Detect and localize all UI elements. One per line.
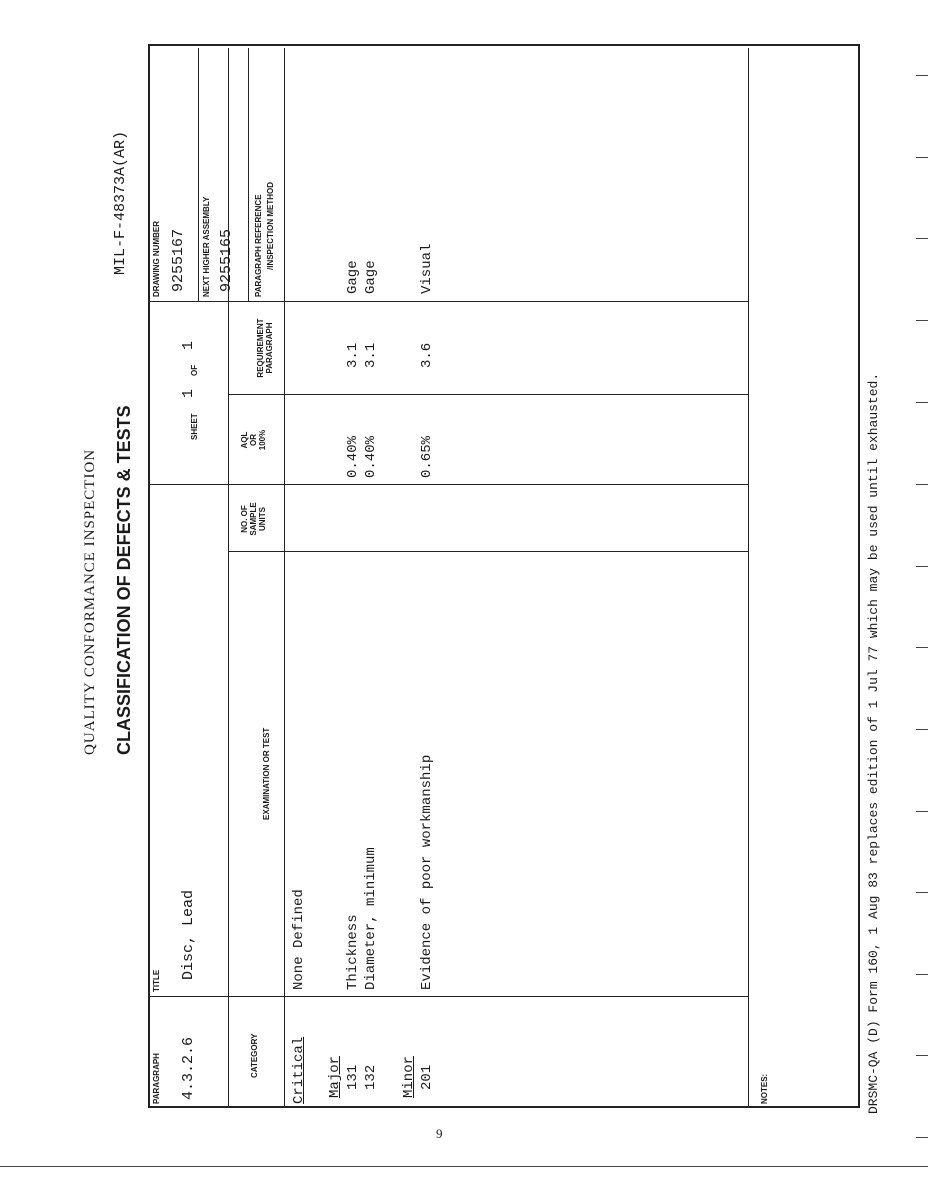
method-132: Gage — [363, 260, 379, 294]
form-title: CLASSIFICATION OF DEFECTS & TESTS — [114, 405, 134, 755]
paragraph-reference-header: PARAGRAPH REFERENCE — [254, 194, 263, 297]
title-label: TITLE — [152, 969, 161, 992]
method-201: Visual — [419, 243, 435, 294]
exam-201: Evidence of poor workmanship — [419, 754, 435, 990]
sheet-total: 1 — [180, 340, 197, 350]
next-higher-assembly-value: 9255165 — [218, 228, 235, 292]
exam-critical: None Defined — [291, 889, 307, 990]
sheet-label: SHEET — [190, 413, 199, 440]
sheet-number: 1 — [180, 388, 197, 398]
examination-header: EXAMINATION OR TEST — [262, 727, 271, 820]
code-201: 201 — [419, 1064, 435, 1090]
aql-header: AQL OR 100% — [240, 429, 267, 451]
requirement-paragraph-header: REQUIREMENT PARAGRAPH — [256, 318, 274, 378]
exam-131: Thickness — [345, 914, 361, 990]
drawing-number-label: DRAWING NUMBER — [152, 221, 161, 297]
next-higher-assembly-label: NEXT HIGHER ASSEMBLY — [202, 196, 211, 297]
drawing-number-value: 9255167 — [170, 228, 187, 292]
category-minor: Minor — [401, 1055, 417, 1098]
form-footer: DRSMC-QA (D) Form 160, 1 Aug 83 replaces edition of 1 Jul 77 which may be used until exhausted. — [866, 372, 881, 1114]
exam-132: Diameter, minimum — [363, 847, 379, 990]
method-131: Gage — [345, 260, 361, 294]
page-number: 9 — [436, 1126, 443, 1141]
scan-edge-line — [0, 1166, 928, 1167]
req-131: 3.1 — [345, 342, 361, 368]
notes-label: NOTES: — [760, 1073, 769, 1104]
category-major: Major — [327, 1055, 343, 1098]
paragraph-label: PARAGRAPH — [152, 1053, 161, 1104]
aql-131: 0.40% — [345, 435, 361, 478]
paragraph-value: 4.3.2.6 — [180, 1036, 197, 1100]
code-131: 131 — [345, 1064, 361, 1090]
title-value: Disc, Lead — [180, 889, 197, 980]
req-132: 3.1 — [363, 342, 379, 368]
of-label: OF — [190, 364, 199, 376]
aql-132: 0.40% — [363, 435, 379, 478]
rotated-form-sheet — [0, 90, 880, 1150]
req-201: 3.6 — [419, 342, 435, 368]
category-header: CATEGORY — [250, 1033, 259, 1078]
category-critical: Critical — [291, 1036, 307, 1104]
aql-201: 0.65% — [419, 435, 435, 478]
sample-units-header: NO. OF SAMPLE UNITS — [240, 502, 267, 536]
code-132: 132 — [363, 1064, 379, 1090]
inspection-method-header: /INSPECTION METHOD — [266, 181, 275, 270]
document-number: MIL-F-48373A(AR) — [112, 130, 129, 275]
form-heading: QUALITY CONFORMANCE INSPECTION — [82, 448, 98, 755]
